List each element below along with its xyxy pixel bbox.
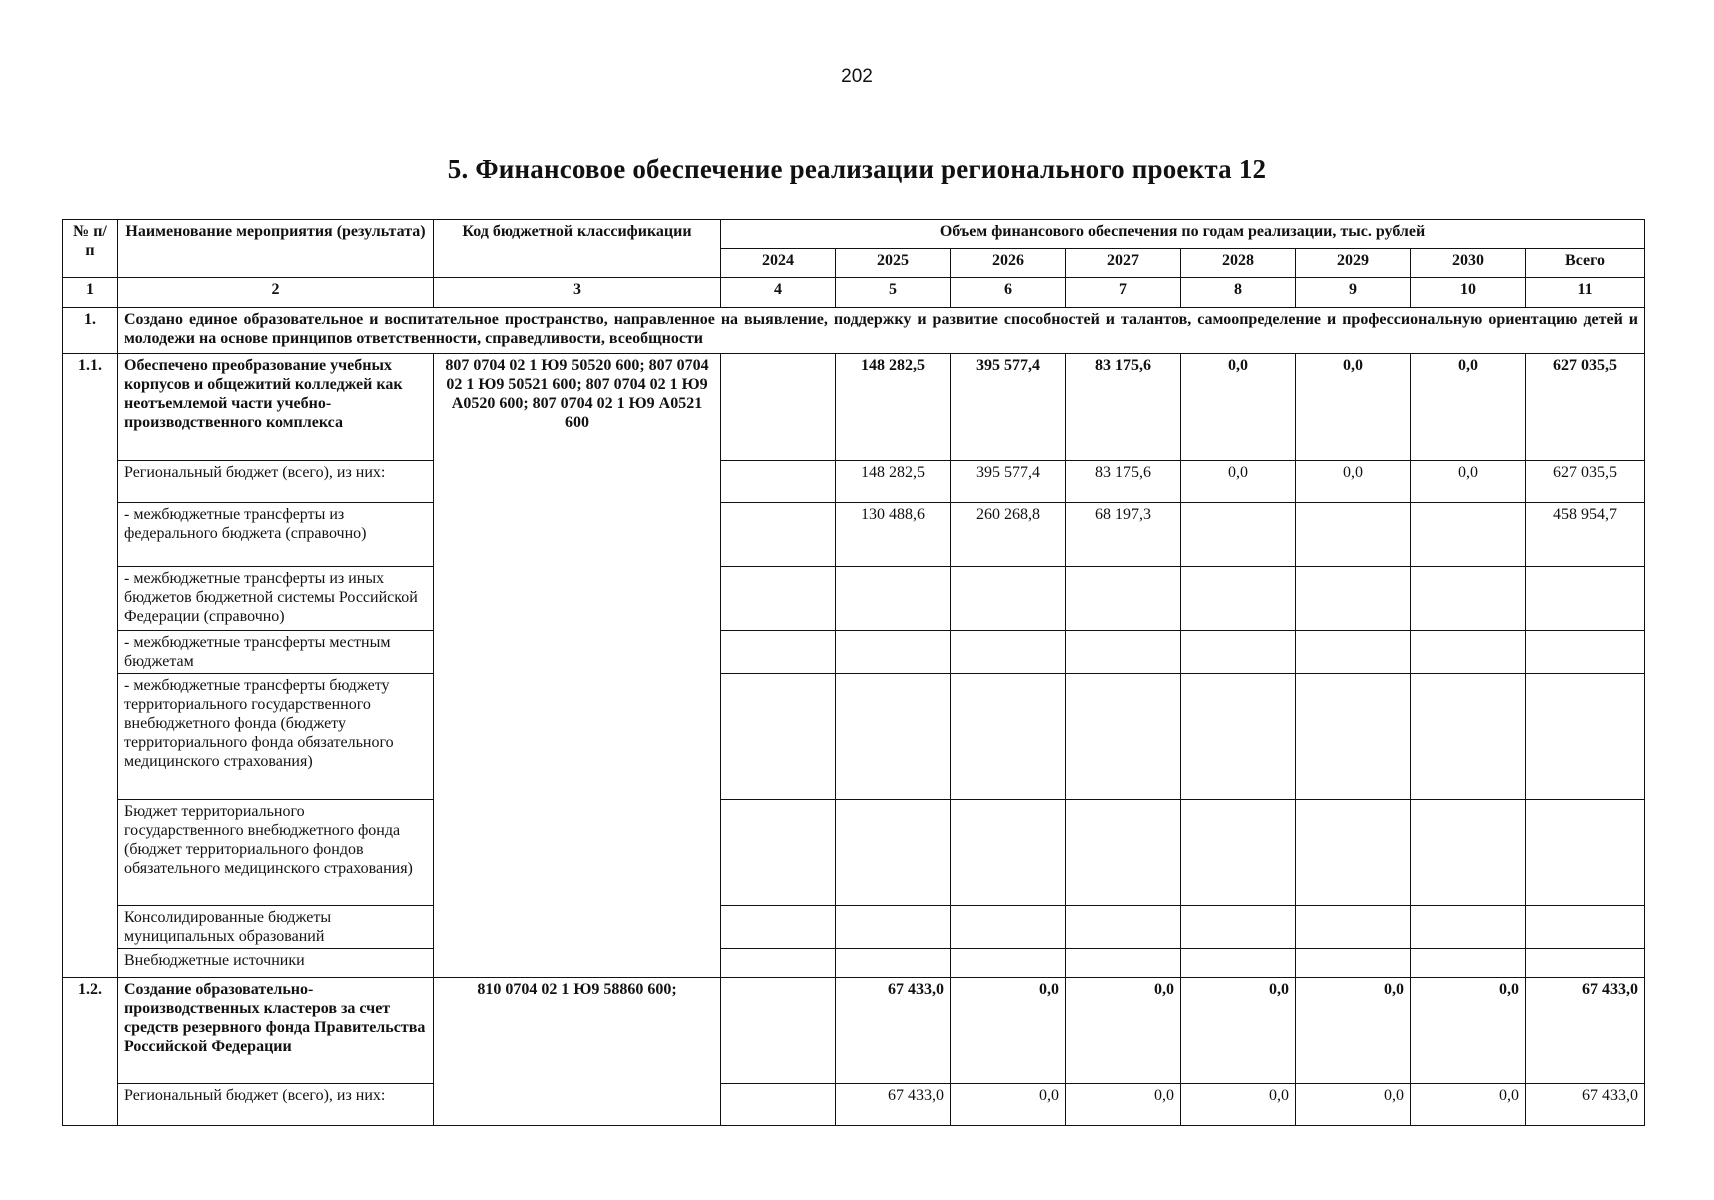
value-cell: 0,0: [1181, 978, 1296, 1084]
value-cell: 395 577,4: [951, 461, 1066, 503]
value-cell: 148 282,5: [836, 461, 951, 503]
column-number: 1: [63, 278, 118, 308]
table-row: [63, 461, 1645, 503]
value-cell: [951, 906, 1066, 949]
table-row: [63, 949, 1645, 978]
value-cell: [836, 800, 951, 906]
value-cell: 0,0: [1411, 354, 1526, 461]
value-cell: 0,0: [951, 978, 1066, 1084]
financing-table: [62, 219, 1645, 1126]
budget-code: 810 0704 02 1 Ю9 58860 600;: [434, 978, 721, 1126]
value-cell: 395 577,4: [951, 354, 1066, 461]
value-cell: 83 175,6: [1066, 461, 1181, 503]
column-number: 5: [836, 278, 951, 308]
value-cell: [836, 906, 951, 949]
value-cell: 458 954,7: [1526, 503, 1645, 567]
value-cell: 0,0: [1181, 461, 1296, 503]
value-cell: [1181, 567, 1296, 631]
header-year-2027: 2027: [1066, 249, 1181, 278]
value-cell: 260 268,8: [951, 503, 1066, 567]
header-year-2030: 2030: [1411, 249, 1526, 278]
value-cell: 0,0: [1066, 978, 1181, 1084]
value-cell: [721, 354, 836, 461]
value-cell: [1526, 674, 1645, 800]
table-row: [63, 674, 1645, 800]
header-year-2024: 2024: [721, 249, 836, 278]
value-cell: 68 197,3: [1066, 503, 1181, 567]
table-row: [63, 1084, 1645, 1126]
column-number-row: [63, 278, 1645, 308]
value-cell: [951, 949, 1066, 978]
value-cell: [721, 1084, 836, 1126]
table-row: [63, 800, 1645, 906]
section-row: [63, 308, 1645, 354]
value-cell: 0,0: [1411, 1084, 1526, 1126]
value-cell: [1411, 800, 1526, 906]
value-cell: [1526, 906, 1645, 949]
value-cell: 0,0: [1066, 1084, 1181, 1126]
header-name: Наименование мероприятия (результата): [118, 220, 434, 278]
header-year-2026: 2026: [951, 249, 1066, 278]
value-cell: [836, 949, 951, 978]
table-row: [63, 354, 1645, 461]
value-cell: [951, 631, 1066, 674]
value-cell: [1526, 567, 1645, 631]
table-row: [63, 503, 1645, 567]
header-total: Всего: [1526, 249, 1645, 278]
value-cell: 0,0: [1296, 461, 1411, 503]
value-cell: [951, 674, 1066, 800]
row-label: Консолидированные бюджеты муниципальных образований: [118, 906, 434, 949]
value-cell: 67 433,0: [836, 1084, 951, 1126]
column-number: 4: [721, 278, 836, 308]
value-cell: [1526, 800, 1645, 906]
value-cell: [721, 978, 836, 1084]
value-cell: [1181, 949, 1296, 978]
value-cell: [836, 567, 951, 631]
value-cell: [1066, 567, 1181, 631]
table-row: [63, 906, 1645, 949]
column-number: 6: [951, 278, 1066, 308]
value-cell: [1526, 949, 1645, 978]
value-cell: 67 433,0: [1526, 978, 1645, 1084]
row-label: Внебюджетные источники: [118, 949, 434, 978]
header-code: Код бюджетной классификации: [434, 220, 721, 278]
value-cell: 0,0: [1411, 978, 1526, 1084]
value-cell: [1181, 800, 1296, 906]
column-number: 7: [1066, 278, 1181, 308]
value-cell: 83 175,6: [1066, 354, 1181, 461]
table-row: [63, 631, 1645, 674]
value-cell: [1296, 567, 1411, 631]
value-cell: [1181, 906, 1296, 949]
header-year-2029: 2029: [1296, 249, 1411, 278]
item-name: Создание образовательно-производственных кластеров за счет средств резервного фонда Правительства Российской Федерации: [118, 978, 434, 1084]
row-label: Региональный бюджет (всего), из них:: [118, 1084, 434, 1126]
page-number: 202: [841, 66, 873, 87]
header-year-2028: 2028: [1181, 249, 1296, 278]
table-row: [63, 978, 1645, 1084]
value-cell: [721, 906, 836, 949]
value-cell: 67 433,0: [836, 978, 951, 1084]
value-cell: 0,0: [1296, 1084, 1411, 1126]
value-cell: 0,0: [1296, 978, 1411, 1084]
value-cell: [1181, 631, 1296, 674]
value-cell: [1296, 674, 1411, 800]
column-number: 9: [1296, 278, 1411, 308]
value-cell: [951, 800, 1066, 906]
column-number: 8: [1181, 278, 1296, 308]
row-label: Региональный бюджет (всего), из них:: [118, 461, 434, 503]
value-cell: [1181, 674, 1296, 800]
value-cell: [1296, 949, 1411, 978]
value-cell: 67 433,0: [1526, 1084, 1645, 1126]
value-cell: 130 488,6: [836, 503, 951, 567]
value-cell: [1411, 674, 1526, 800]
row-label: - межбюджетные трансферты бюджету территориального государственного внебюджетного фонда (бюджету территориального фонда обязательного медицинского страхования): [118, 674, 434, 800]
value-cell: [1066, 631, 1181, 674]
table-row: [63, 567, 1645, 631]
value-cell: [1411, 567, 1526, 631]
value-cell: [1411, 503, 1526, 567]
value-cell: [1411, 631, 1526, 674]
column-number: 10: [1411, 278, 1526, 308]
value-cell: 148 282,5: [836, 354, 951, 461]
value-cell: [1066, 906, 1181, 949]
value-cell: 0,0: [1181, 354, 1296, 461]
header-year-2025: 2025: [836, 249, 951, 278]
value-cell: [1066, 674, 1181, 800]
row-label: - межбюджетные трансферты из иных бюджетов бюджетной системы Российской Федерации (справочно): [118, 567, 434, 631]
item-number: 1.1.: [63, 354, 118, 978]
value-cell: [721, 461, 836, 503]
value-cell: 0,0: [1181, 1084, 1296, 1126]
value-cell: [721, 503, 836, 567]
page-title: 5. Финансовое обеспечение реализации регионального проекта 12: [447, 154, 1267, 184]
value-cell: 627 035,5: [1526, 354, 1645, 461]
section-goal: Создано единое образовательное и воспитательное пространство, направленное на выявление, поддержку и развитие способностей и талантов, самоопределение и профессиональную ориентацию детей и молодежи на основе принципов ответственности, справедливости, всеобщности: [118, 308, 1645, 354]
row-label: Бюджет территориального государственного внебюджетного фонда (бюджет территориального фондов обязательного медицинского страхования): [118, 800, 434, 906]
header-no: № п/п: [63, 220, 118, 278]
value-cell: [836, 631, 951, 674]
section-number: 1.: [63, 308, 118, 354]
value-cell: [1411, 906, 1526, 949]
value-cell: 0,0: [1411, 461, 1526, 503]
value-cell: [836, 674, 951, 800]
value-cell: [721, 949, 836, 978]
value-cell: 0,0: [951, 1084, 1066, 1126]
item-name: Обеспечено преобразование учебных корпусов и общежитий колледжей как неотъемлемой части учебно-производственного комплекса: [118, 354, 434, 461]
value-cell: 0,0: [1296, 354, 1411, 461]
budget-code: 807 0704 02 1 Ю9 50520 600; 807 0704 02 1 Ю9 50521 600; 807 0704 02 1 Ю9 А0520 600; 807 0704 02 1 Ю9 А0521 600: [434, 354, 721, 978]
value-cell: [1526, 631, 1645, 674]
value-cell: [1066, 800, 1181, 906]
value-cell: [1296, 503, 1411, 567]
column-number: 2: [118, 278, 434, 308]
value-cell: [721, 800, 836, 906]
value-cell: [951, 567, 1066, 631]
header-volume: Объем финансового обеспечения по годам реализации, тыс. рублей: [721, 220, 1645, 249]
value-cell: [1411, 949, 1526, 978]
value-cell: [721, 567, 836, 631]
column-number: 11: [1526, 278, 1645, 308]
row-label: - межбюджетные трансферты местным бюджетам: [118, 631, 434, 674]
column-number: 3: [434, 278, 721, 308]
value-cell: [1296, 800, 1411, 906]
value-cell: [1296, 631, 1411, 674]
value-cell: [1066, 949, 1181, 978]
value-cell: 627 035,5: [1526, 461, 1645, 503]
value-cell: [721, 631, 836, 674]
value-cell: [1296, 906, 1411, 949]
row-label: - межбюджетные трансферты из федерального бюджета (справочно): [118, 503, 434, 567]
item-number: 1.2.: [63, 978, 118, 1126]
header-row-1: [63, 220, 1645, 249]
value-cell: [721, 674, 836, 800]
value-cell: [1181, 503, 1296, 567]
